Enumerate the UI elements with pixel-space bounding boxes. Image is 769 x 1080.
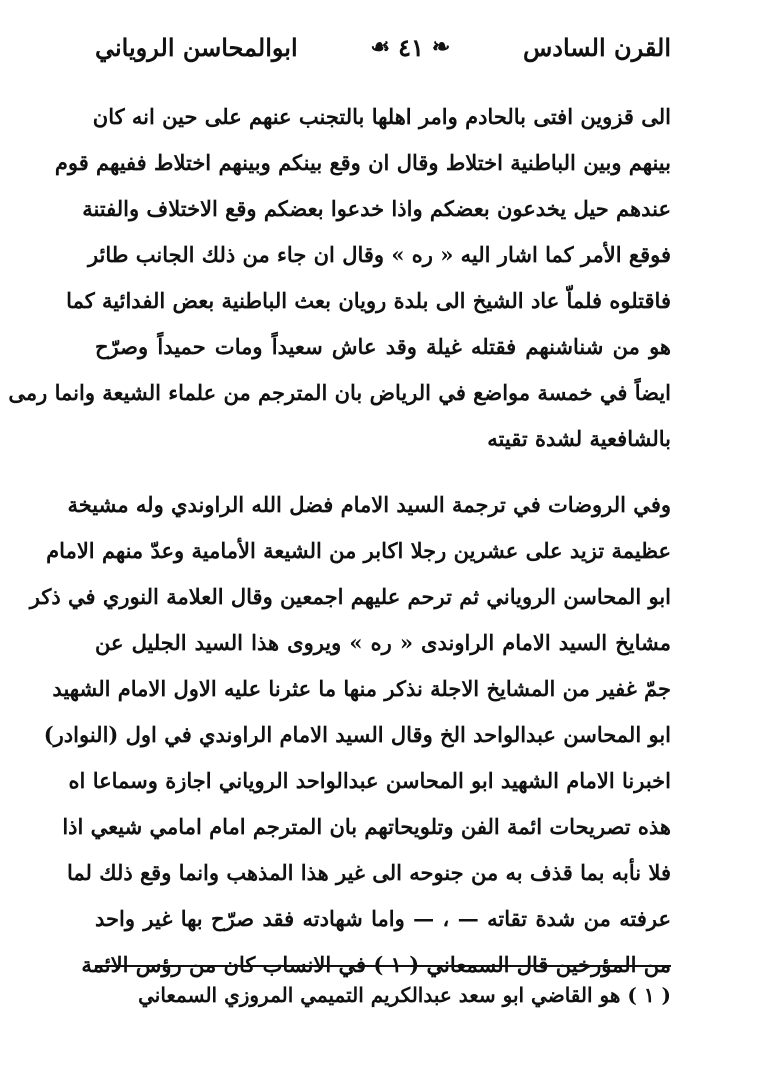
ornament-right-icon: ❧	[431, 34, 451, 60]
footnote: ( ١ ) هو القاضي ابو سعد عبدالكريم التميمي المروزي السمعاني	[138, 983, 671, 1007]
text-line: عظيمة تزيد على عشرين رجلا اكابر من الشيعة الأمامية وعدّ منهم الامام	[46, 538, 671, 563]
text-line: بينهم وبين الباطنية اختلاط وقال ان وقع بينكم وبينهم اختلاط ففيهم قوم	[54, 150, 671, 175]
text-line: هذه تصريحات ائمة الفن وتلويحاتهم بان المترجم امام امامي شيعي اذا	[62, 814, 671, 839]
text-line: جمّ غفير من المشايخ الاجلة نذكر منها ما عثرنا عليه الاول الامام الشهيد	[52, 676, 671, 701]
paragraph	[8, 94, 671, 462]
text-line: من المؤرخين قال السمعاني ( ١ ) في الانساب كان من رؤس الائمة	[81, 952, 671, 977]
page-number: ٤١	[398, 32, 424, 62]
text-line: وفي الروضات في ترجمة السيد الامام فضل الله الراوندي وله مشيخة	[67, 492, 671, 517]
footnote-divider	[95, 965, 671, 967]
text-line: فاقتلوه فلماّ عاد الشيخ الى بلدة رويان بعث الباطنية بعض الفدائية كما	[66, 288, 671, 313]
text-line: ابو المحاسن عبدالواحد الخ وقال السيد الامام الراوندي في اول (النوادر)	[43, 722, 671, 747]
text-line: مشايخ السيد الامام الراوندى « ره » ويروى هذا السيد الجليل عن	[95, 630, 671, 655]
section-title: القرن السادس	[522, 32, 671, 62]
page-number-group	[370, 33, 450, 62]
text-line: فلا نأبه بما قذف به من جنوحه الى غير هذا المذهب وانما وقع ذلك لما	[67, 860, 671, 885]
text-line: عندهم حيل يخدعون بعضكم واذا خدعوا بعضكم وقع الاختلاف والفتنة	[82, 196, 671, 221]
text-line: هو من شناشنهم فقتله غيلة وقد عاش سعيداً ومات حميداً وصرّح	[95, 334, 671, 359]
text-line: اخبرنا الامام الشهيد ابو المحاسن عبدالواحد الروياني اجازة وسماعا اه	[68, 768, 671, 793]
running-title: ابوالمحاسن الروياني	[95, 32, 298, 62]
text-line: الى قزوين افتى بالحادم وامر اهلها بالتجنب عنهم على حين انه كان	[92, 104, 671, 129]
text-line: فوقع الأمر كما اشار اليه « ره » وقال ان جاء من ذلك الجانب طائر	[87, 242, 671, 267]
ornament-left-icon: ☙	[370, 34, 391, 60]
text-line: ايضاً في خمسة مواضع في الرياض بان المترجم من علماء الشيعة وانما رمى	[8, 380, 671, 405]
page-header	[95, 24, 671, 70]
text-line: عرفته من شدة تقاته — ، — واما شهادته فقد صرّح بها غير واحد	[95, 906, 671, 931]
paragraph-gap	[95, 462, 671, 482]
body-text	[8, 94, 671, 988]
text-line: ابو المحاسن الروياني ثم ترحم عليهم اجمعين وقال العلامة النوري في ذكر	[29, 584, 671, 609]
text-line: بالشافعية لشدة تقيته	[487, 426, 671, 451]
paragraph	[29, 482, 671, 988]
